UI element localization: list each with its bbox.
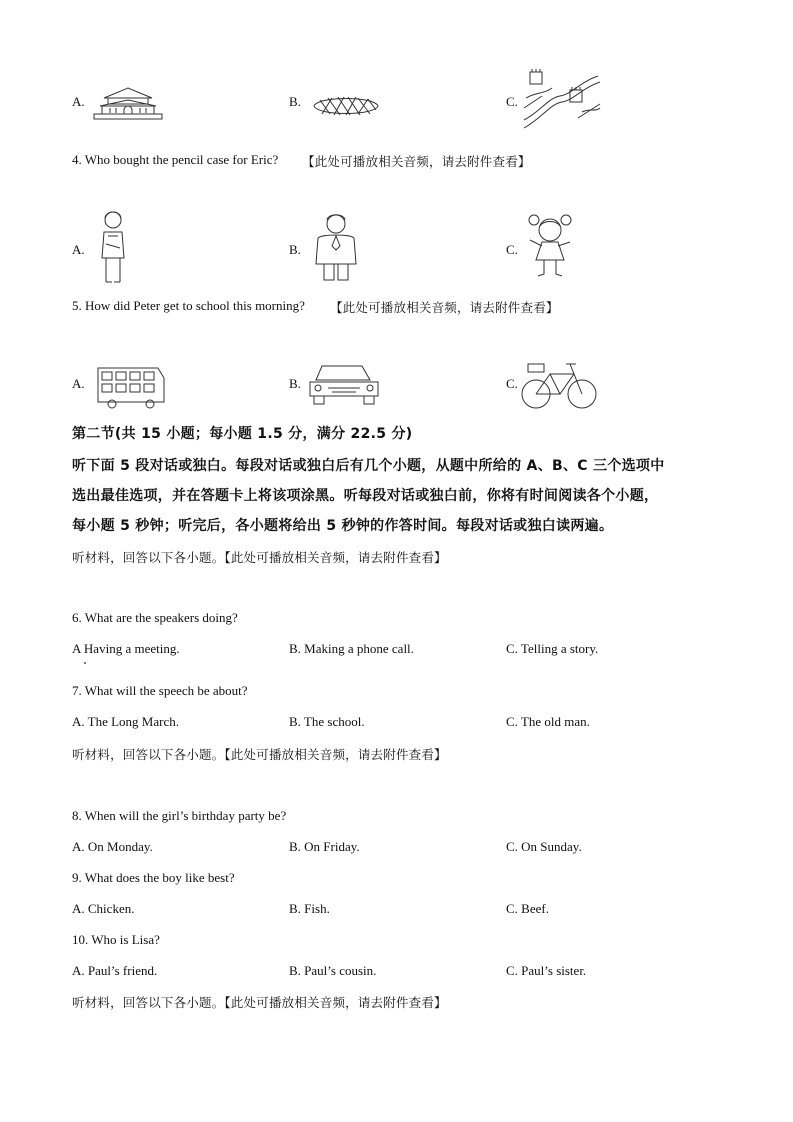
q10-question: 10. Who is Lisa?: [72, 932, 160, 947]
q4-option-a-label: A.: [72, 242, 85, 257]
q8-question: 8. When will the girl’s birthday party be?: [72, 808, 287, 823]
material-note-3[interactable]: 听材料，回答以下各小题。【此处可播放相关音频，请去附件查看】: [72, 995, 447, 1010]
material-note-2[interactable]: 听材料，回答以下各小题。【此处可播放相关音频，请去附件查看】: [72, 747, 447, 762]
man-in-suit-icon: [310, 210, 362, 282]
section2-instruction-line-1: 听下面 5 段对话或独白。每段对话或独白后有几个小题，从题中所给的 A、B、C 三个选项中: [72, 458, 665, 474]
q8-option-a[interactable]: A. On Monday.: [72, 839, 153, 854]
q5-option-c-label: C.: [506, 376, 518, 391]
q9-option-a[interactable]: A. Chicken.: [72, 901, 135, 916]
bus-icon: [94, 364, 168, 410]
q9-option-c[interactable]: C. Beef.: [506, 901, 549, 916]
q7-question: 7. What will the speech be about?: [72, 683, 248, 698]
section2-heading: 第二节(共 15 小题；每小题 1.5 分，满分 22.5 分): [72, 426, 413, 442]
q6-option-a[interactable]: A Having a meeting.: [72, 641, 180, 656]
stray-dot: [84, 662, 86, 664]
q7-option-c[interactable]: C. The old man.: [506, 714, 590, 729]
q9-question: 9. What does the boy like best?: [72, 870, 235, 885]
car-icon: [306, 362, 382, 410]
q3-option-b-label: B.: [289, 94, 301, 109]
q8-option-c[interactable]: C. On Sunday.: [506, 839, 582, 854]
q7-option-b[interactable]: B. The school.: [289, 714, 365, 729]
birds-nest-stadium-icon: [312, 94, 380, 118]
great-wall-icon: [522, 68, 602, 132]
q7-option-a[interactable]: A. The Long March.: [72, 714, 179, 729]
q6-option-b[interactable]: B. Making a phone call.: [289, 641, 414, 656]
q5-question: 5. How did Peter get to school this morning?: [72, 298, 305, 313]
tiananmen-icon: [90, 84, 166, 122]
q4-option-b-label: B.: [289, 242, 301, 257]
q5-option-a-label: A.: [72, 376, 85, 391]
q4-question: 4. Who bought the pencil case for Eric?: [72, 152, 279, 167]
q4-audio-note[interactable]: 【此处可播放相关音频，请去附件查看】: [302, 154, 531, 169]
q4-option-c-label: C.: [506, 242, 518, 257]
q10-option-a[interactable]: A. Paul’s friend.: [72, 963, 158, 978]
woman-icon: [96, 208, 130, 286]
q10-option-c[interactable]: C. Paul’s sister.: [506, 963, 587, 978]
section2-instruction-line-2: 选出最佳选项，并在答题卡上将该项涂黑。听每段对话或独白前，你将有时间阅读各个小题，: [72, 488, 659, 504]
q3-option-a-label: A.: [72, 94, 85, 109]
section2-instruction-line-3: 每小题 5 秒钟；听完后，各小题将给出 5 秒钟的作答时间。每段对话或独白读两遍。: [72, 518, 614, 534]
q9-option-b[interactable]: B. Fish.: [289, 901, 330, 916]
q8-option-b[interactable]: B. On Friday.: [289, 839, 360, 854]
q6-option-c[interactable]: C. Telling a story.: [506, 641, 599, 656]
q5-option-b-label: B.: [289, 376, 301, 391]
material-note-1[interactable]: 听材料，回答以下各小题。【此处可播放相关音频，请去附件查看】: [72, 550, 447, 565]
q5-audio-note[interactable]: 【此处可播放相关音频，请去附件查看】: [330, 300, 559, 315]
girl-icon: [524, 212, 576, 280]
q10-option-b[interactable]: B. Paul’s cousin.: [289, 963, 377, 978]
q6-question: 6. What are the speakers doing?: [72, 610, 238, 625]
bicycle-icon: [520, 356, 598, 412]
q3-option-c-label: C.: [506, 94, 518, 109]
